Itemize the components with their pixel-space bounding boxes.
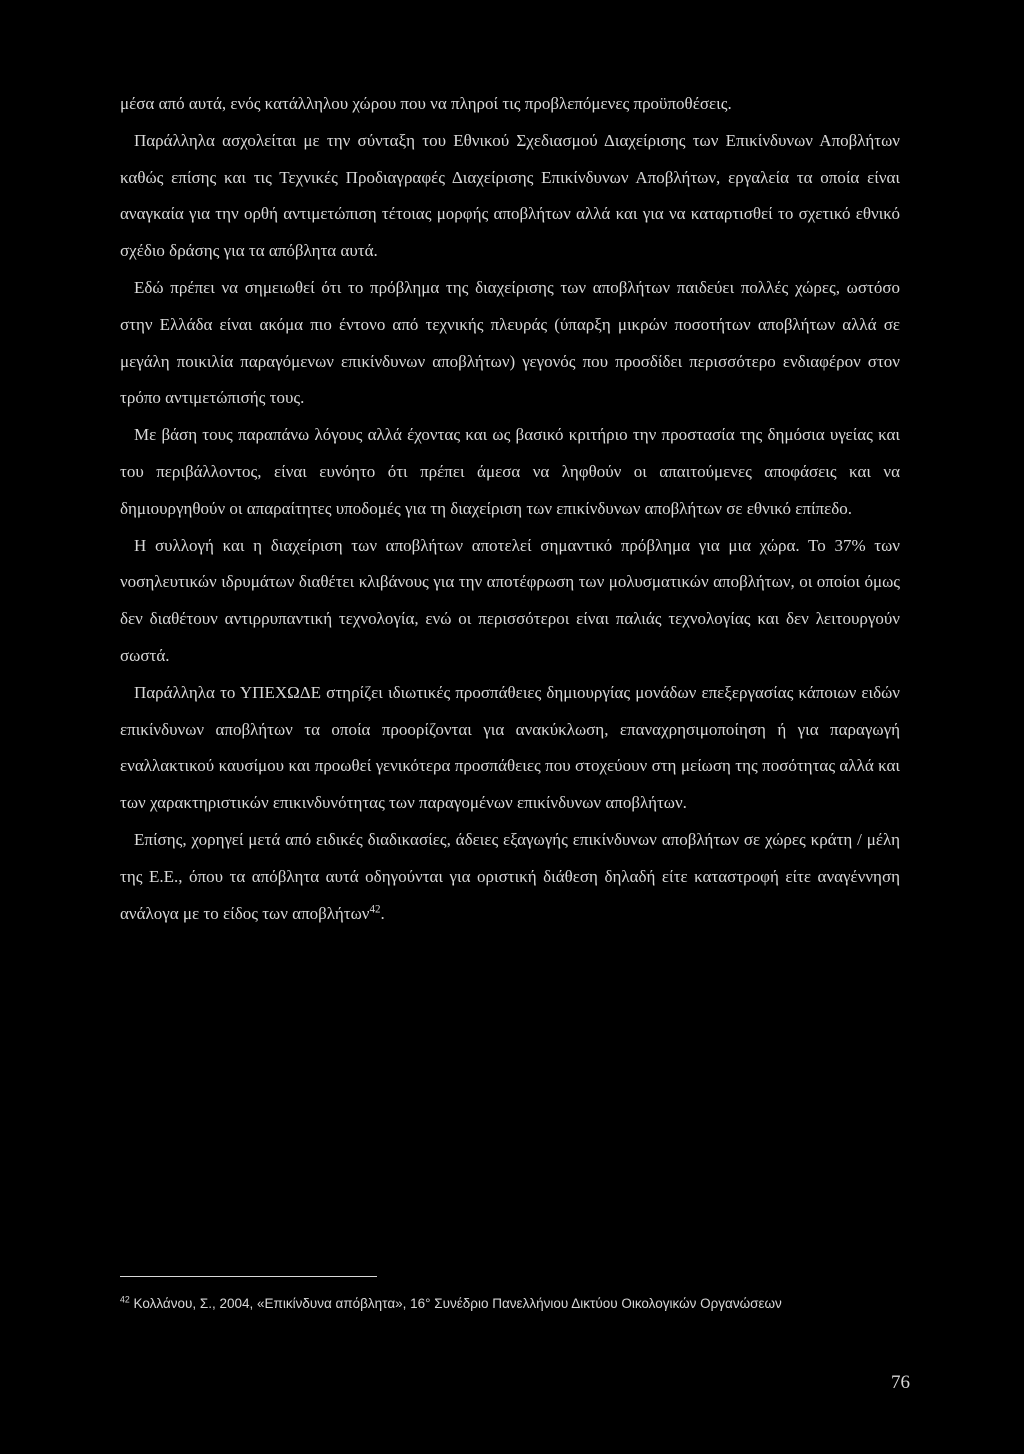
paragraph: Η συλλογή και η διαχείριση των αποβλήτων αποτελεί σημαντικό πρόβλημα για μια χώρα. Το 37% των νοσηλευτικών ιδρυμάτων διαθέτει κλιβάνους για την αποτέφρωση των μολυσματικών αποβλήτων, οι οποίοι όμως δεν διαθέτουν αντιρρυπαντική τεχνολογία, ενώ οι περισσότεροι είναι παλιάς τεχνολογίας και δεν λειτουργούν σωστά.: [120, 535, 900, 665]
footnote-number: 42: [120, 1294, 130, 1305]
footnote-separator: [120, 1276, 377, 1277]
paragraph-text: Επίσης, χορηγεί μετά από ειδικές διαδικασίες, άδειες εξαγωγής επικίνδυνων αποβλήτων σε χώρες κράτη / μέλη της Ε.Ε., όπου τα απόβλητα αυτά οδηγούνται για οριστική διάθεση δηλαδή είτε καταστροφή είτε αναγέννηση ανάλογα με το είδος των αποβλήτων: [120, 829, 900, 923]
paragraph: Με βάση τους παραπάνω λόγους αλλά έχοντας και ως βασικό κριτήριο την προστασία της δημόσια υγείας και του περιβάλλοντος, είναι ευνόητο ότι πρέπει άμεσα να ληφθούν οι απαιτούμενες αποφάσεις και να δημιουργηθούν οι απαραίτητες υποδομές για τη διαχείριση των επικίνδυνων αποβλήτων σε εθνικό επίπεδο.: [120, 425, 900, 518]
paragraph: Εδώ πρέπει να σημειωθεί ότι το πρόβλημα της διαχείρισης των αποβλήτων παιδεύει πολλές χώρες, ωστόσο στην Ελλάδα είναι ακόμα πιο έντονο από τεχνικής πλευράς (ύπαρξη μικρών ποσοτήτων αποβλήτων αλλά σε μεγάλη ποικιλία παραγόμενων επικίνδυνων αποβλήτων) γεγονός που προσδίδει περισσότερο ενδιαφέρον στον τρόπο αντιμετώπισής τους.: [120, 277, 900, 408]
paragraph-continued: μέσα από αυτά, ενός κατάλληλου χώρου που να πληροί τις προβλεπόμενες προϋποθέσεις.: [120, 94, 732, 113]
page-number: 76: [891, 1372, 910, 1393]
footnote-text: Κολλάνου, Σ., 2004, «Επικίνδυνα απόβλητα», 16° Συνέδριο Πανελλήνιου Δικτύου Οικολογικών Οργανώσεων: [133, 1296, 782, 1311]
paragraph-with-footnote: [120, 822, 900, 932]
paragraph: Παράλληλα το ΥΠΕΧΩΔΕ στηρίζει ιδιωτικές προσπάθειες δημιουργίας μονάδων επεξεργασίας κάποιων ειδών επικίνδυνων αποβλήτων τα οποία προορίζονται για ανακύκλωση, επαναχρησιμοποίηση ή για παραγωγή εναλλακτικού καυσίμου και προωθεί γενικότερα προσπάθειες που στοχεύουν στη μείωση της ποσότητας αλλά και των χαρακτηριστικών επικινδυνότητας των παραγομένων επικίνδυνων αποβλήτων.: [120, 682, 900, 813]
paragraph-end-punct: .: [380, 903, 385, 923]
body-text: [120, 86, 900, 932]
footnote: [120, 1290, 910, 1317]
footnote-reference: 42: [369, 902, 381, 915]
paragraph: Παράλληλα ασχολείται με την σύνταξη του Εθνικού Σχεδιασμού Διαχείρισης των Επικίνδυνων Αποβλήτων καθώς επίσης και τις Τεχνικές Προδιαγραφές Διαχείρισης Επικίνδυνων Αποβλήτων, εργαλεία τα οποία είναι αναγκαία για την ορθή αντιμετώπιση τέτοιας μορφής αποβλήτων αλλά και για να καταρτισθεί το σχετικό εθνικό σχέδιο δράσης για τα απόβλητα αυτά.: [120, 130, 900, 261]
